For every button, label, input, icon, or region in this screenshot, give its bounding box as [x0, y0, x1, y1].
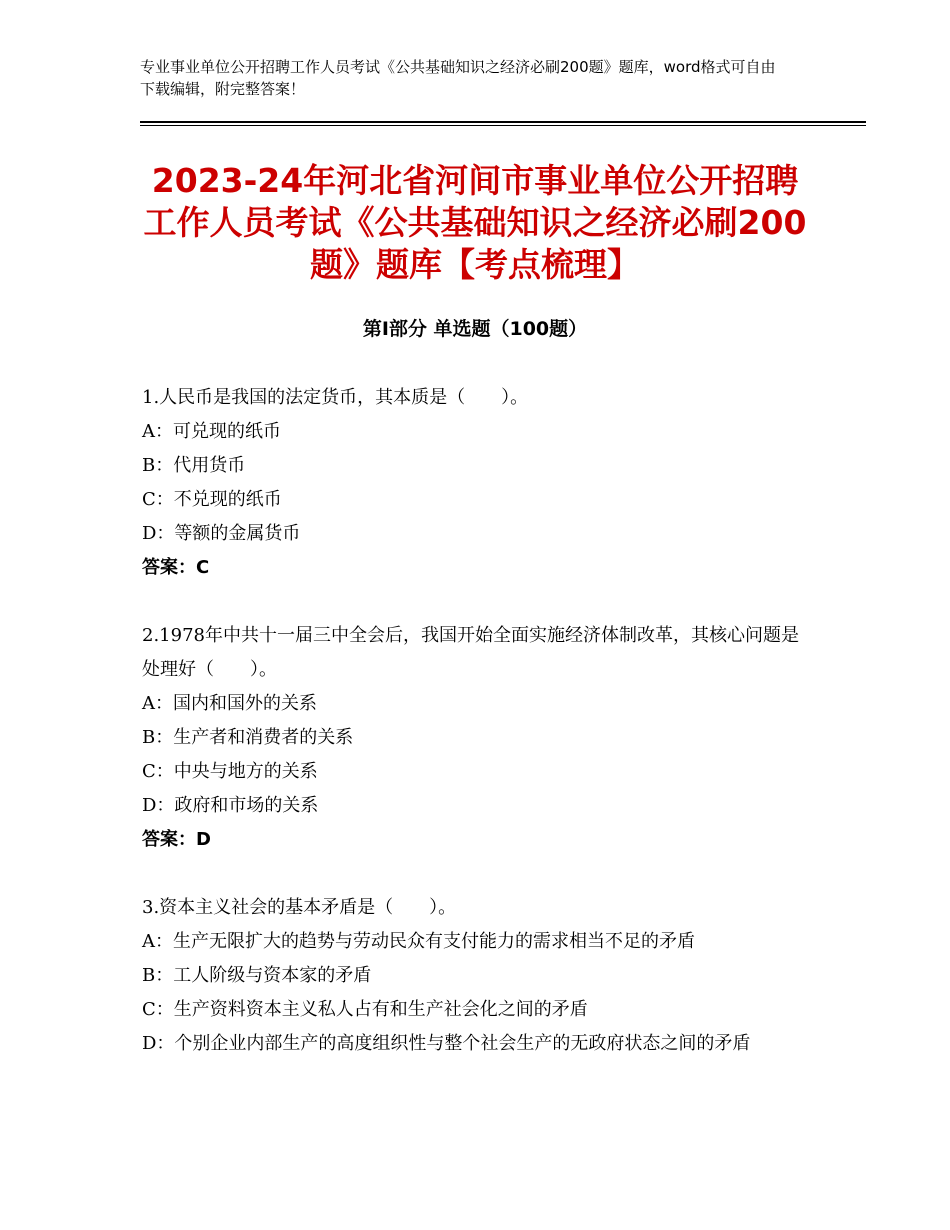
header-note: 专业事业单位公开招聘工作人员考试《公共基础知识之经济必刷200题》题库，word格式可自由下载编辑，附完整答案！	[140, 58, 776, 98]
question-1	[142, 381, 810, 585]
document-title: 2023-24年河北省河间市事业单位公开招聘工作人员考试《公共基础知识之经济必刷200题》题库【考点梳理】	[143, 161, 807, 284]
option-a: A：可兑现的纸币	[142, 421, 281, 442]
option-c: C：生产资料资本主义私人占有和生产社会化之间的矛盾	[142, 999, 588, 1020]
option-b: B：代用货币	[142, 455, 246, 476]
option-d: D：个别企业内部生产的高度组织性与整个社会生产的无政府状态之间的矛盾	[142, 1033, 751, 1054]
option-b: B：生产者和消费者的关系	[142, 727, 354, 748]
option-c: C：不兑现的纸币	[142, 489, 282, 510]
question-stem: 2.1978年中共十一届三中全会后，我国开始全面实施经济体制改革，其核心问题是处理好（ ）。	[142, 625, 799, 680]
answer-line: 答案：C	[142, 557, 210, 578]
answer-line: 答案：D	[142, 829, 211, 850]
option-d: D：等额的金属货币	[142, 523, 301, 544]
section-heading: 第Ⅰ部分 单选题（100题）	[362, 318, 588, 340]
header-divider-thin	[140, 125, 866, 126]
option-b: B：工人阶级与资本家的矛盾	[142, 965, 372, 986]
question-stem: 3.资本主义社会的基本矛盾是（ ）。	[142, 897, 457, 918]
option-a: A：生产无限扩大的趋势与劳动民众有支付能力的需求相当不足的矛盾	[142, 931, 695, 952]
option-c: C：中央与地方的关系	[142, 761, 318, 782]
question-2	[142, 619, 810, 857]
option-d: D：政府和市场的关系	[142, 795, 319, 816]
question-3	[142, 891, 810, 1061]
question-list	[142, 381, 810, 1095]
header-divider	[140, 121, 866, 123]
option-a: A：国内和国外的关系	[142, 693, 317, 714]
question-stem: 1.人民币是我国的法定货币，其本质是（ ）。	[142, 387, 529, 408]
